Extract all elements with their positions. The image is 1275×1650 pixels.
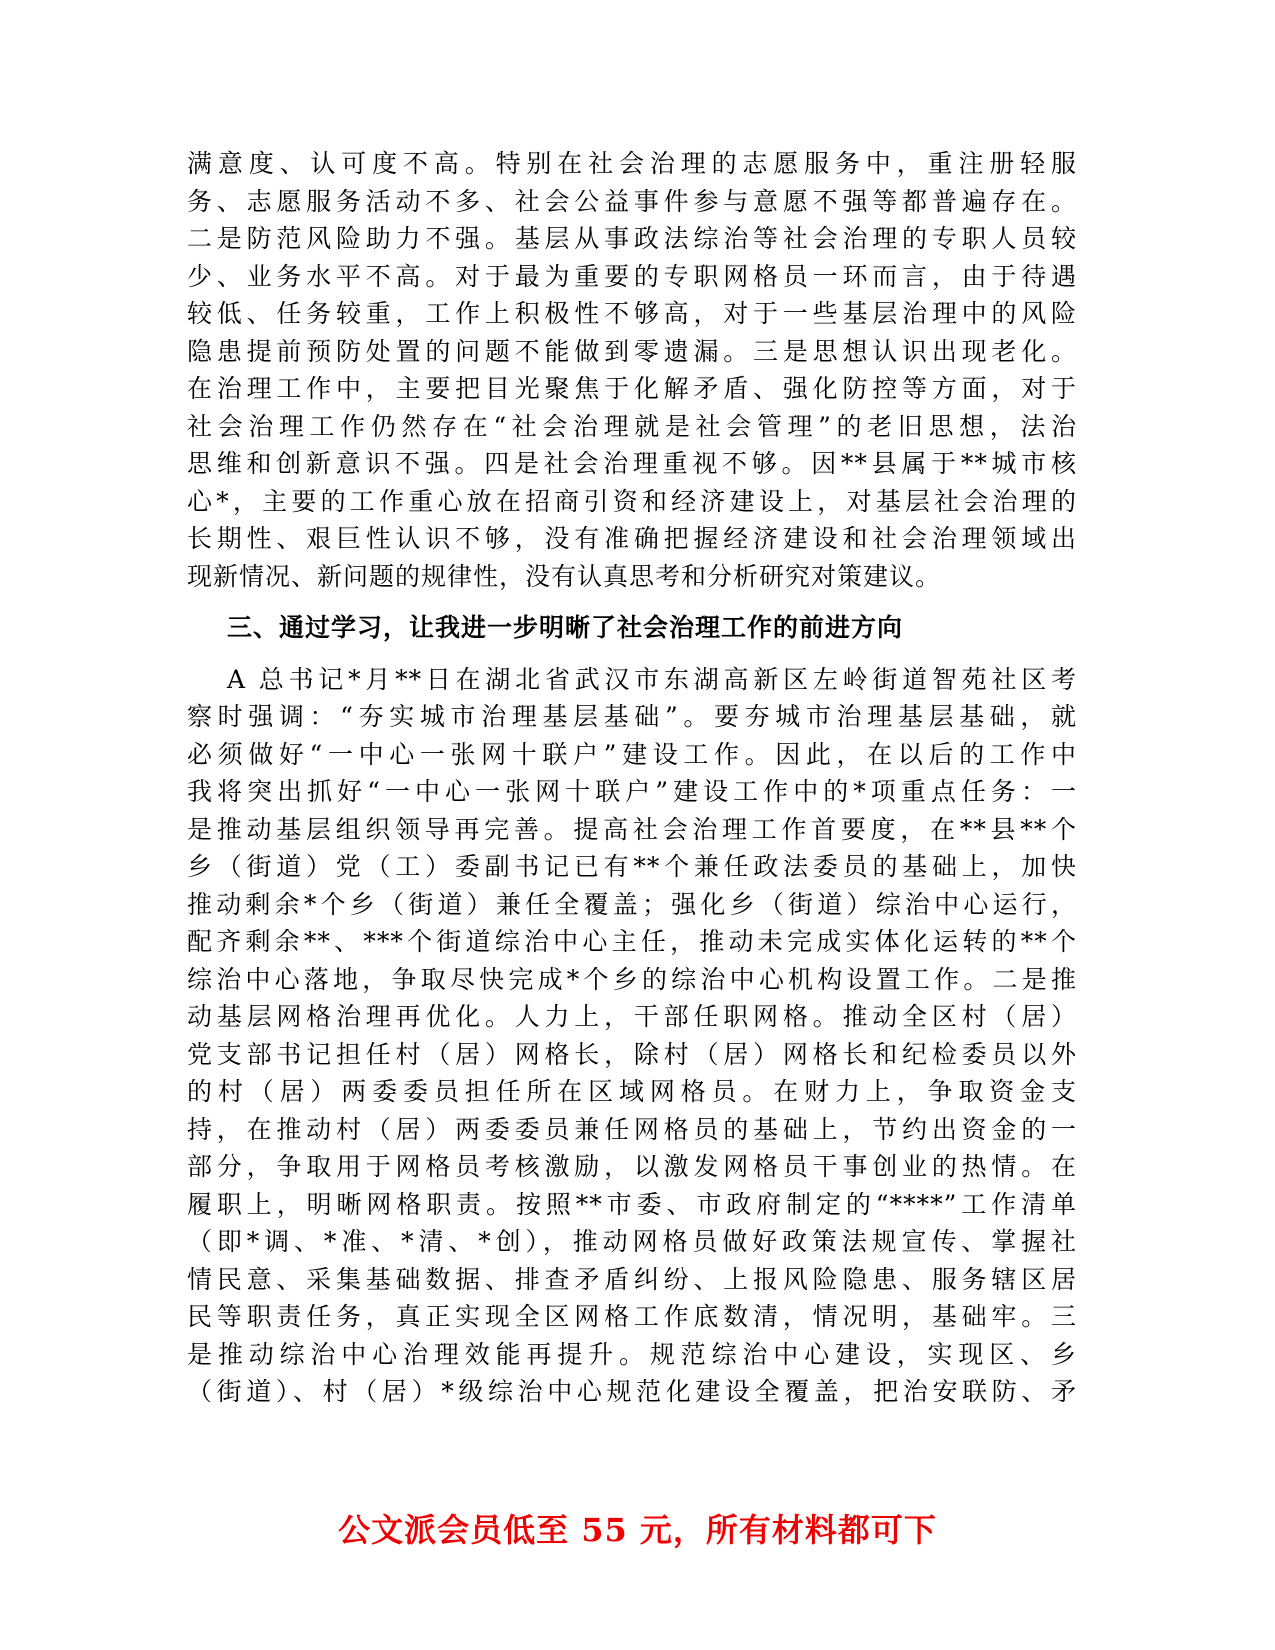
text-line: 是推动综治中心治理效能再提升。规范综治中心建设，实现区、乡 xyxy=(187,1339,1077,1369)
text-line: 综治中心落地，争取尽快完成*个乡的综治中心机构设置工作。二是推 xyxy=(187,964,1077,994)
text-line: 较低、任务较重，工作上积极性不够高，对于一些基层治理中的风险 xyxy=(187,299,1077,328)
text-line: 察时强调：“夯实城市治理基层基础”。要夯城市治理基层基础，就 xyxy=(187,702,1077,731)
text-line: 情民意、采集基础数据、排查矛盾纠纷、上报风险隐患、服务辖区居 xyxy=(187,1264,1077,1294)
text-line: 二是防范风险助力不强。基层从事政法综治等社会治理的专职人员较 xyxy=(187,224,1077,253)
paragraph-1 xyxy=(187,145,1077,595)
text-line: 动基层网格治理再优化。人力上，干部任职网格。推动全区村（居） xyxy=(187,1002,1077,1031)
text-line: 乡（街道）党（工）委副书记已有**个兼任政法委员的基础上，加快 xyxy=(187,852,1077,881)
text-line: 部分，争取用于网格员考核激励，以激发网格员干事创业的热情。在 xyxy=(187,1152,1077,1181)
text-line: 心*，主要的工作重心放在招商引资和经济建设上，对基层社会治理的 xyxy=(187,486,1077,516)
text-line: 少、业务水平不高。对于最为重要的专职网格员一环而言，由于待遇 xyxy=(187,261,1077,291)
text-line: 长期性、艰巨性认识不够，没有准确把握经济建设和社会治理领域出 xyxy=(187,524,1077,553)
text-line: （街道）、村（居）*级综治中心规范化建设全覆盖，把治安联防、矛 xyxy=(187,1377,1077,1406)
text-line: 党支部书记担任村（居）网格长，除村（居）网格长和纪检委员以外 xyxy=(187,1039,1077,1069)
text-line: 务、志愿服务活动不多、社会公益事件参与意愿不强等都普遍存在。 xyxy=(187,186,1077,216)
promo-banner: 公文派会员低至 55 元，所有材料都可下 xyxy=(338,1511,937,1549)
text-line: 思维和创新意识不强。四是社会治理重视不够。因**县属于**城市核 xyxy=(187,449,1077,478)
text-line: 满意度、认可度不高。特别在社会治理的志愿服务中，重注册轻服 xyxy=(187,149,1077,178)
text-line: 的村（居）两委委员担任所在区域网格员。在财力上，争取资金支 xyxy=(187,1077,1077,1106)
text-line: A 总书记*月**日在湖北省武汉市东湖高新区左岭街道智苑社区考 xyxy=(227,664,1077,694)
section-heading: 三、通过学习，让我进一步明晰了社会治理工作的前进方向 xyxy=(227,613,904,642)
text-line: 在治理工作中，主要把目光聚焦于化解矛盾、强化防控等方面，对于 xyxy=(187,374,1077,403)
text-line: 持，在推动村（居）两委委员兼任网格员的基础上，节约出资金的一 xyxy=(187,1114,1077,1144)
text-line: 必须做好“一中心一张网十联户”建设工作。因此，在以后的工作中 xyxy=(187,739,1077,769)
text-line: 是推动基层组织领导再完善。提高社会治理工作首要度，在**县**个 xyxy=(187,814,1077,844)
text-line: 民等职责任务，真正实现全区网格工作底数清，情况明，基础牢。三 xyxy=(187,1302,1077,1331)
text-line: （即*调、*准、*清、*创），推动网格员做好政策法规宣传、掌握社 xyxy=(187,1227,1077,1256)
text-line: 履职上，明晰网格职责。按照**市委、市政府制定的“****”工作清单 xyxy=(187,1189,1077,1219)
text-line: 配齐剩余**、***个街道综治中心主任，推动未完成实体化运转的**个 xyxy=(187,927,1077,956)
text-line: 推动剩余*个乡（街道）兼任全覆盖；强化乡（街道）综治中心运行， xyxy=(187,889,1077,919)
text-line: 现新情况、新问题的规律性，没有认真思考和分析研究对策建议。 xyxy=(187,561,942,591)
text-line: 我将突出抓好“一中心一张网十联户”建设工作中的*项重点任务：一 xyxy=(187,777,1077,806)
text-line: 社会治理工作仍然存在“社会治理就是社会管理”的老旧思想，法治 xyxy=(187,411,1077,441)
document-body xyxy=(187,145,1077,1411)
paragraph-2 xyxy=(187,661,1077,1411)
text-line: 隐患提前预防处置的问题不能做到零遗漏。三是思想认识出现老化。 xyxy=(187,336,1077,366)
